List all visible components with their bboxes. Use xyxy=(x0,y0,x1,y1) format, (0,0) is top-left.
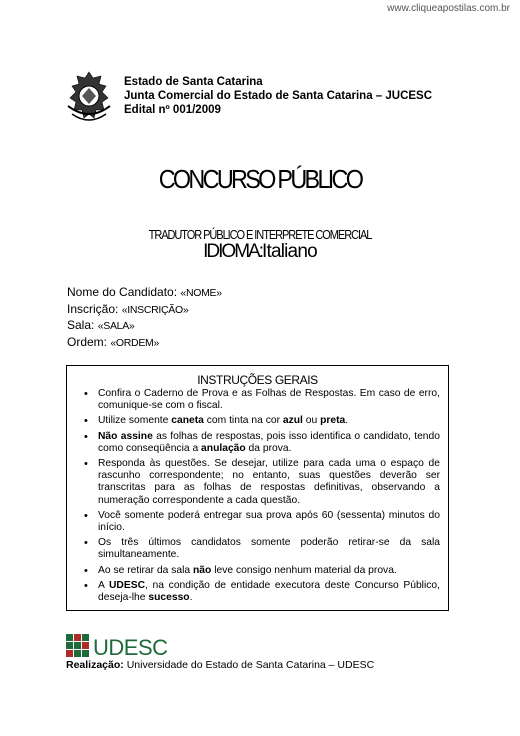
bullet-icon: • xyxy=(84,458,88,471)
instruction-item: • Não assine as folhas de respostas, pois isso identifica o candidato, tendo como conseqüência a anulação da prova. xyxy=(84,430,440,454)
header-state: Estado de Santa Catarina xyxy=(124,76,263,88)
instructions-box xyxy=(66,365,449,611)
footer-label: Realização: xyxy=(66,659,124,671)
instruction-item: • Você somente poderá entregar sua prova após 60 (sessenta) minutos do início. xyxy=(84,509,440,534)
bullet-icon: • xyxy=(84,564,88,577)
logo-text: UDESC xyxy=(93,635,168,660)
field-inscricao: Inscrição: «INSCRIÇÃO» xyxy=(67,301,189,316)
logo-square xyxy=(74,634,81,641)
language-label: IDIOMA: xyxy=(203,241,262,262)
logo-square xyxy=(82,634,89,641)
bullet-icon: • xyxy=(84,430,88,443)
language-value: Italiano xyxy=(261,241,317,262)
bullet-icon: • xyxy=(84,509,88,522)
instructions-list xyxy=(67,388,448,607)
instructions-title: INSTRUÇÕES GERAIS xyxy=(197,373,318,387)
instruction-item: • Utilize somente caneta com tinta na cor azul ou preta. xyxy=(84,415,349,428)
instruction-item: • A UDESC, na condição de entidade executora deste Concurso Público, deseja-lhe sucesso. xyxy=(84,579,440,604)
logo-square xyxy=(74,650,81,657)
field-nome: Nome do Candidato: «NOME» xyxy=(67,285,222,299)
exam-subtitle: TRADUTOR PÚBLICO E INTERPRETE COMERCIAL xyxy=(148,228,372,242)
bullet-icon: • xyxy=(84,537,88,550)
logo-square xyxy=(82,642,89,649)
bullet-icon: • xyxy=(84,415,88,428)
instruction-item: • Confira o Caderno de Prova e as Folhas de Respostas. Em caso de erro, comunique-se com o fiscal. xyxy=(84,388,440,412)
header-edital: Edital nº 001/2009 xyxy=(124,104,221,116)
instruction-item: • Responda às questões. Se desejar, utilize para cada uma o espaço de rascunho correspondente; no entanto, suas questões deverão ser transcritas para as folhas de respostas definitivas, observando a numeração correspondente a cada questão. xyxy=(84,458,440,506)
instruction-item: • Ao se retirar da sala não leve consigo nenhum material da prova. xyxy=(84,564,397,577)
candidate-fields xyxy=(67,285,222,351)
logo-square xyxy=(74,642,81,649)
field-ordem: Ordem: «ORDEM» xyxy=(67,334,160,349)
header-junta: Junta Comercial do Estado de Santa Catarina – JUCESC xyxy=(124,90,433,102)
header-block xyxy=(124,75,432,117)
logo-square xyxy=(66,634,73,641)
logo-square xyxy=(82,650,89,657)
logo-square xyxy=(66,650,73,657)
footer-realizacao xyxy=(66,659,374,671)
language-line xyxy=(0,241,520,263)
source-url: www.cliqueapostilas.com.br xyxy=(387,3,510,14)
footer-text: Universidade do Estado de Santa Catarina – UDESC xyxy=(123,659,375,671)
bullet-icon: • xyxy=(84,388,88,400)
state-crest-emblem xyxy=(66,70,112,126)
udesc-logo xyxy=(66,632,216,660)
field-sala: Sala: «SALA» xyxy=(67,318,135,332)
bullet-icon: • xyxy=(84,579,88,592)
page-title: CONCURSO PÚBLICO xyxy=(158,164,362,194)
instruction-item: • Os três últimos candidatos somente poderão retirar-se da sala simultaneamente. xyxy=(84,537,440,561)
logo-square xyxy=(66,642,73,649)
